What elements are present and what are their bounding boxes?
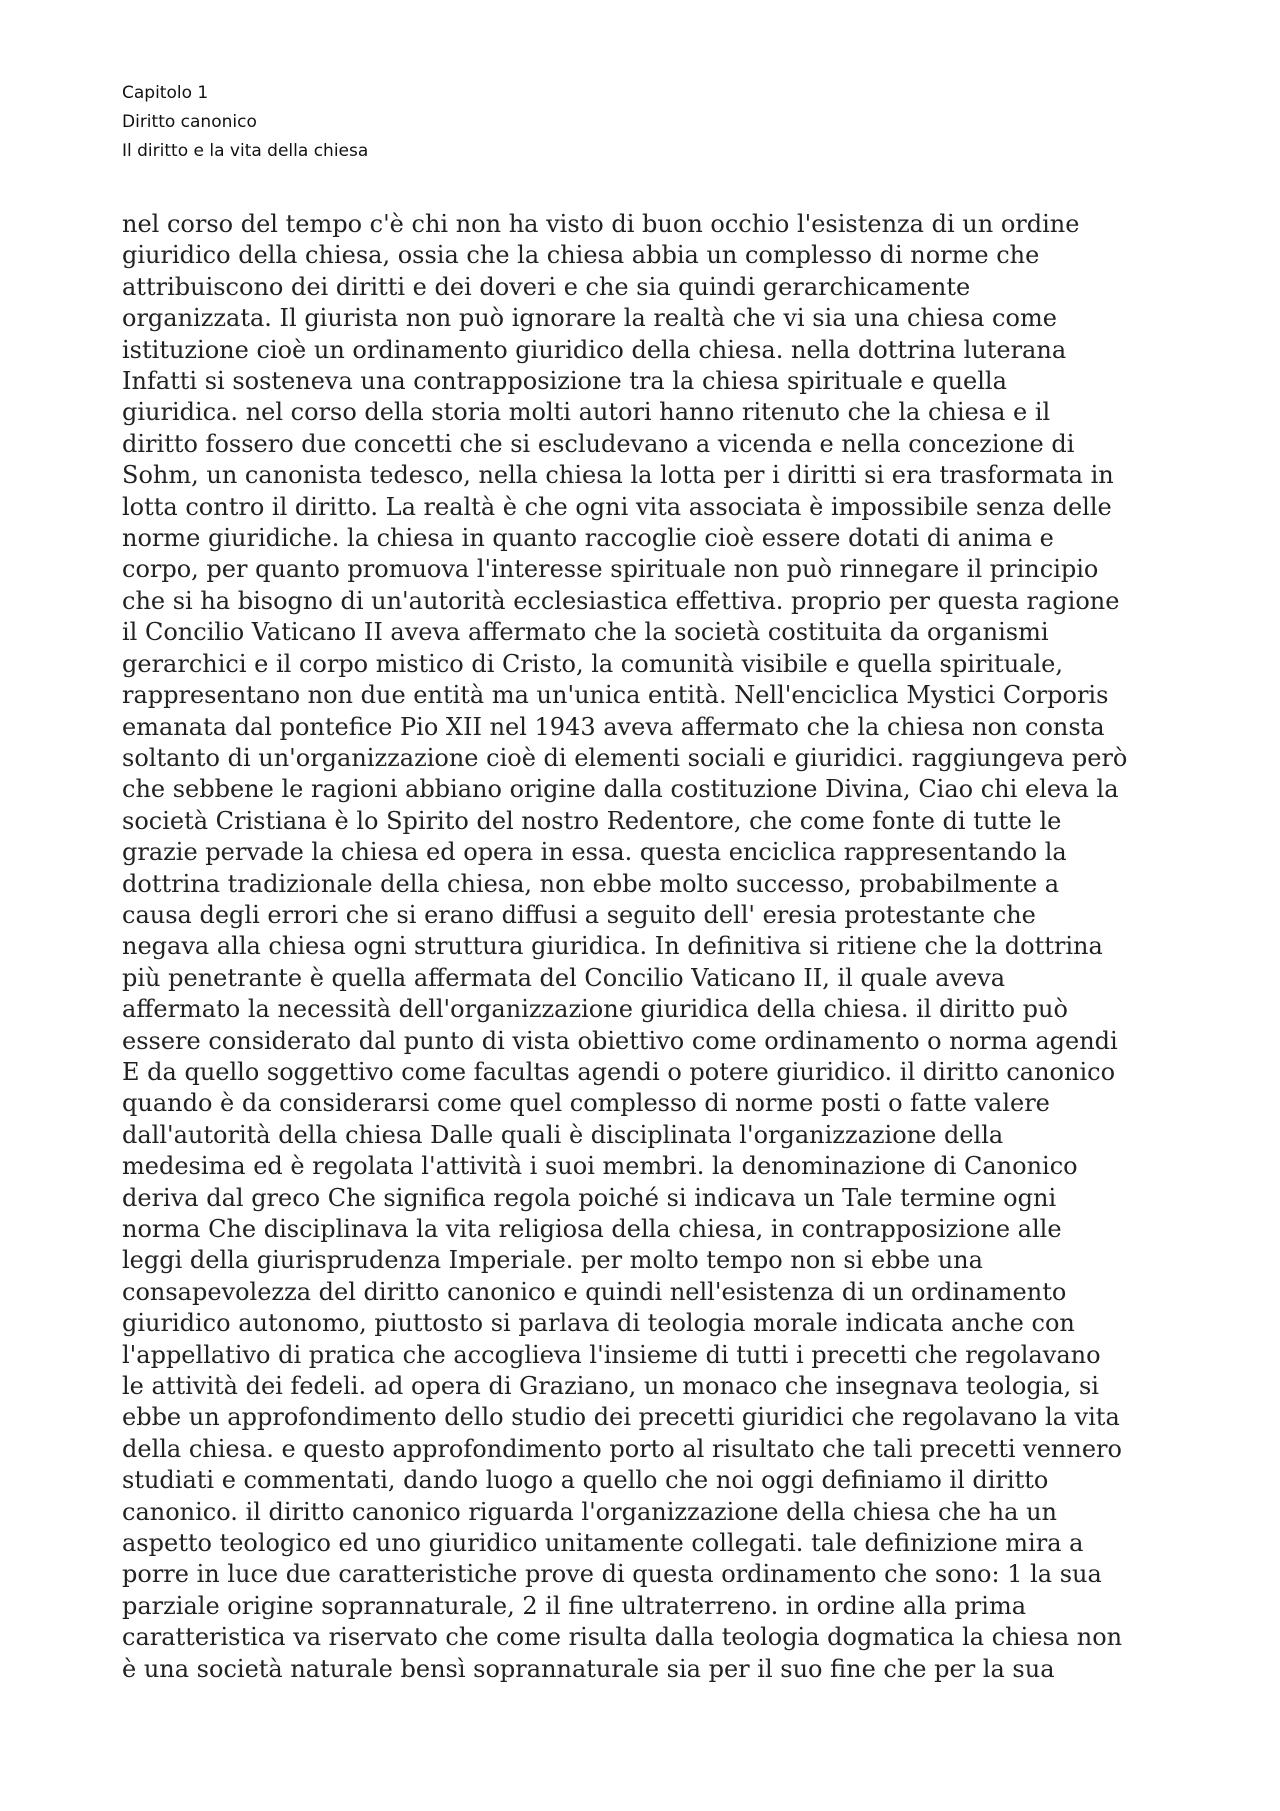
body-line: grazie pervade la chiesa ed opera in essa. questa enciclica rappresentando la <box>122 838 1067 867</box>
body-text <box>122 209 1182 1685</box>
chapter-title: Capitolo 1 <box>122 83 209 103</box>
section-title: Il diritto e la vita della chiesa <box>122 141 369 161</box>
body-line: quando è da considerarsi come quel complesso di norme posti o fatte valere <box>122 1089 1050 1118</box>
body-line: Sohm, un canonista tedesco, nella chiesa la lotta per i diritti si era trasformata in <box>122 461 1114 490</box>
body-line: dottrina tradizionale della chiesa, non ebbe molto successo, probabilmente a <box>122 869 1060 898</box>
body-line: emanata dal pontefice Pio XII nel 1943 aveva affermato che la chiesa non consta <box>122 712 1105 741</box>
body-line: le attività dei fedeli. ad opera di Graziano, un monaco che insegnava teologia, si <box>122 1372 1099 1401</box>
body-line: società Cristiana è lo Spirito del nostro Redentore, che come fonte di tutte le <box>122 806 1062 835</box>
body-line: Infatti si sosteneva una contrapposizione tra la chiesa spirituale e quella <box>122 367 1007 396</box>
body-line: rappresentano non due entità ma un'unica entità. Nell'enciclica Mystici Corporis <box>122 681 1109 710</box>
body-line: giuridico della chiesa, ossia che la chiesa abbia un complesso di norme che <box>122 241 1040 270</box>
body-line: E da quello soggettivo come facultas agendi o potere giuridico. il diritto canonico <box>122 1057 1116 1086</box>
body-line: norma Che disciplinava la vita religiosa della chiesa, in contrapposizione alle <box>122 1215 1062 1243</box>
body-line: negava alla chiesa ogni struttura giuridica. In definitiva si ritiene che la dottrina <box>122 932 1103 961</box>
body-line: giuridica. nel corso della storia molti autori hanno ritenuto che la chiesa e il <box>122 398 1051 427</box>
body-line: lotta contro il diritto. La realtà è che ogni vita associata è impossibile senza delle <box>122 492 1112 521</box>
body-line: corpo, per quanto promuova l'interesse spirituale non può rinnegare il principio <box>122 555 1099 584</box>
body-line: medesima ed è regolata l'attività i suoi membri. la denominazione di Canonico <box>122 1152 1078 1181</box>
body-line: il Concilio Vaticano II aveva affermato che la società costituita da organismi <box>122 618 1049 647</box>
body-line: dall'autorità della chiesa Dalle quali è disciplinata l'organizzazione della <box>122 1120 1004 1149</box>
body-line: parziale origine soprannaturale, 2 il fine ultraterreno. in ordine alla prima <box>122 1591 1027 1620</box>
body-line: soltanto di un'organizzazione cioè di elementi sociali e giuridici. raggiungeva però <box>122 743 1128 772</box>
body-line: essere considerato dal punto di vista obiettivo come ordinamento o norma agendi <box>122 1026 1118 1055</box>
body-line: norme giuridiche. la chiesa in quanto raccoglie cioè essere dotati di anima e <box>122 524 1054 553</box>
body-line: affermato la necessità dell'organizzazione giuridica della chiesa. il diritto può <box>122 995 1068 1024</box>
body-line: ebbe un approfondimento dello studio dei precetti giuridici che regolavano la vita <box>122 1403 1120 1432</box>
body-line: che si ha bisogno di un'autorità ecclesiastica effettiva. proprio per questa ragione <box>122 586 1120 615</box>
body-line: giuridico autonomo, piuttosto si parlava di teologia morale indicata anche con <box>122 1309 1075 1338</box>
body-line: della chiesa. e questo approfondimento porto al risultato che tali precetti vennero <box>122 1434 1122 1463</box>
body-line: gerarchici e il corpo mistico di Cristo, la comunità visibile e quella spirituale, <box>122 649 1063 678</box>
subject-title: Diritto canonico <box>122 112 257 132</box>
body-line: leggi della giurisprudenza Imperiale. per molto tempo non si ebbe una <box>122 1246 983 1275</box>
body-line: caratteristica va riservato che come risulta dalla teologia dogmatica la chiesa non <box>122 1623 1123 1652</box>
body-line: più penetrante è quella affermata del Concilio Vaticano II, il quale aveva <box>122 963 1006 992</box>
body-line: aspetto teologico ed uno giuridico unitamente collegati. tale definizione mira a <box>122 1529 1084 1558</box>
body-line: causa degli errori che si erano diffusi a seguito dell' eresia protestante che <box>122 900 1036 929</box>
body-line: studiati e commentati, dando luogo a quello che noi oggi definiamo il diritto <box>122 1466 1049 1495</box>
body-line: l'appellativo di pratica che accoglieva l'insieme di tutti i precetti che regolavano <box>122 1340 1101 1369</box>
body-line: è una società naturale bensì soprannaturale sia per il suo fine che per la sua <box>122 1654 1055 1683</box>
body-line: diritto fossero due concetti che si escludevano a vicenda e nella concezione di <box>122 429 1075 458</box>
body-line: che sebbene le ragioni abbiano origine dalla costituzione Divina, Ciao chi eleva la <box>122 775 1119 804</box>
body-line: deriva dal greco Che significa regola poiché si indicava un Tale termine ogni <box>122 1183 1057 1212</box>
body-line: istituzione cioè un ordinamento giuridico della chiesa. nella dottrina luterana <box>122 335 1067 364</box>
document-header <box>122 79 368 166</box>
body-line: consapevolezza del diritto canonico e quindi nell'esistenza di un ordinamento <box>122 1277 1067 1306</box>
body-line: nel corso del tempo c'è chi non ha visto di buon occhio l'esistenza di un ordine <box>122 210 1080 238</box>
body-line: canonico. il diritto canonico riguarda l'organizzazione della chiesa che ha un <box>122 1497 1057 1526</box>
body-line: attribuiscono dei diritti e dei doveri e che sia quindi gerarchicamente <box>122 272 971 301</box>
body-line: porre in luce due caratteristiche prove di questa ordinamento che sono: 1 la sua <box>122 1560 1102 1589</box>
body-line: organizzata. Il giurista non può ignorare la realtà che vi sia una chiesa come <box>122 304 1057 333</box>
